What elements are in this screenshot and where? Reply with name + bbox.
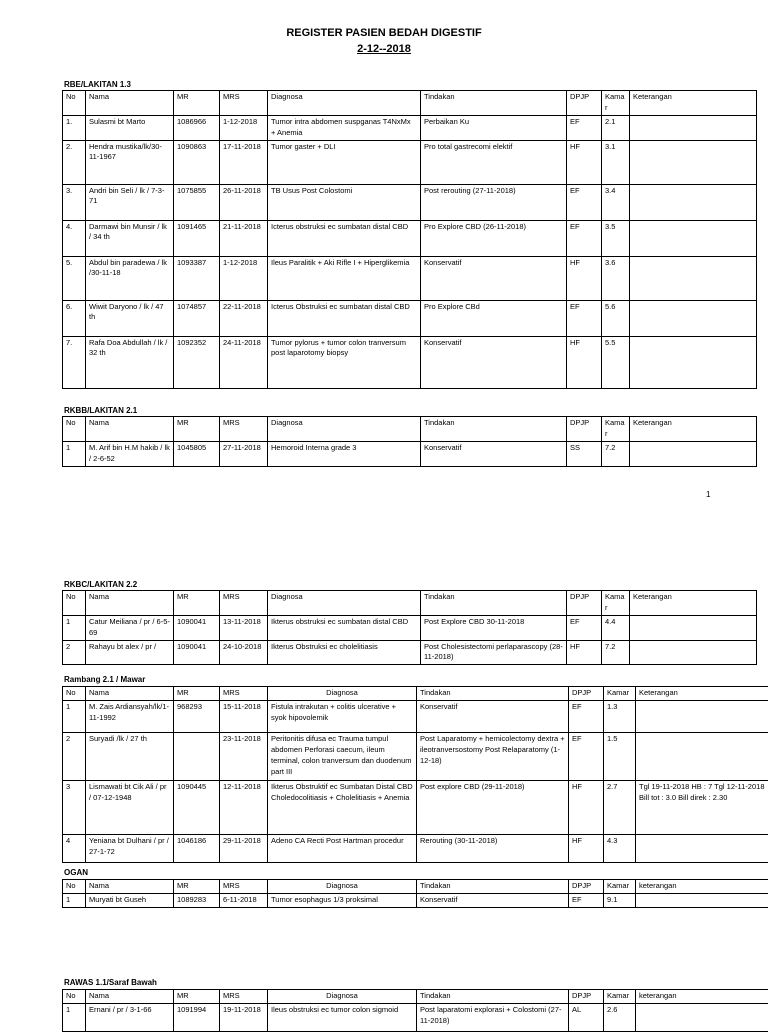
cell-diagnosa: Tumor intra abdomen suspganas T4NxMx + Anemia	[268, 115, 421, 140]
register-table	[62, 989, 768, 1032]
cell-dpjp: HF	[569, 780, 604, 834]
cell-mr: 1090863	[174, 140, 220, 184]
cell-mrs: 17-11-2018	[220, 140, 268, 184]
cell-mr: 1074857	[174, 300, 220, 336]
cell-nama: Sulasmi bt Marto	[86, 115, 174, 140]
cell-mr: 1093387	[174, 256, 220, 300]
cell-mr: 1091465	[174, 220, 220, 256]
header-diagnosa: Diagnosa	[268, 417, 421, 442]
cell-mrs: 24-10-2018	[220, 640, 268, 665]
table-row	[63, 336, 757, 388]
cell-kamar: 2.1	[602, 115, 630, 140]
cell-mr: 1086966	[174, 115, 220, 140]
header-dpjp: DPJP	[567, 591, 602, 616]
header-mr: MR	[174, 591, 220, 616]
section-label: RKBC/LAKITAN 2.2	[64, 580, 137, 589]
cell-diagnosa: Hemoroid Interna grade 3	[268, 441, 421, 466]
cell-nama: Abdul bin paradewa / lk /30-11-18	[86, 256, 174, 300]
cell-tindakan: Post Cholesistectomi perlaparascopy (28-11-2018)	[421, 640, 567, 665]
table-header-row	[63, 591, 757, 616]
header-mr: MR	[174, 687, 220, 701]
cell-nama: M. Arif bin H.M hakib / lk / 2-6-52	[86, 441, 174, 466]
cell-keterangan	[636, 700, 768, 732]
cell-kamar: 3.4	[602, 184, 630, 220]
cell-no: 7.	[63, 336, 86, 388]
cell-no: 1	[63, 893, 86, 907]
section-label: RBE/LAKITAN 1.3	[64, 80, 131, 89]
header-mr: MR	[174, 990, 220, 1004]
cell-dpjp: HF	[569, 834, 604, 862]
header-tindakan: Tindakan	[421, 91, 567, 116]
cell-mr	[174, 732, 220, 780]
cell-mrs: 12-11-2018	[220, 780, 268, 834]
header-mrs: MRS	[220, 880, 268, 894]
cell-mrs: 22-11-2018	[220, 300, 268, 336]
register-table	[62, 879, 768, 908]
cell-kamar: 9.1	[604, 893, 636, 907]
cell-tindakan: Konservatif	[421, 336, 567, 388]
cell-kamar: 4.4	[602, 615, 630, 640]
register-table	[62, 90, 757, 389]
header-dpjp: DPJP	[567, 91, 602, 116]
register-table	[62, 416, 757, 467]
header-keterangan: Keterangan	[630, 91, 757, 116]
table-header-row	[63, 990, 768, 1004]
cell-nama: Rafa Doa Abdullah / lk / 32 th	[86, 336, 174, 388]
cell-mrs: 13-11-2018	[220, 615, 268, 640]
cell-tindakan: Pro total gastrecomi elektif	[421, 140, 567, 184]
cell-dpjp: EF	[569, 732, 604, 780]
page-number: 1	[706, 490, 710, 499]
cell-diagnosa: Fistula intrakutan + colitis ulcerative + syok hipovolemik	[268, 700, 417, 732]
header-keterangan: keterangan	[636, 990, 768, 1004]
register-table	[62, 590, 757, 665]
cell-mr: 1090041	[174, 615, 220, 640]
cell-mrs: 24-11-2018	[220, 336, 268, 388]
table-row	[63, 834, 768, 862]
cell-tindakan: Post rerouting (27-11-2018)	[421, 184, 567, 220]
document-date: 2-12--2018	[0, 43, 768, 55]
cell-no: 5.	[63, 256, 86, 300]
header-nama: Nama	[86, 880, 174, 894]
header-diagnosa: Diagnosa	[268, 91, 421, 116]
header-mrs: MRS	[220, 91, 268, 116]
cell-tindakan: Post laparatomi explorasi + Colostomi (27-11-2018)	[417, 1003, 569, 1031]
header-no: No	[63, 591, 86, 616]
cell-keterangan	[630, 140, 757, 184]
cell-no: 1.	[63, 115, 86, 140]
cell-no: 3	[63, 780, 86, 834]
cell-dpjp: EF	[567, 300, 602, 336]
cell-mrs: 29-11-2018	[220, 834, 268, 862]
cell-no: 2	[63, 640, 86, 665]
cell-dpjp: EF	[569, 893, 604, 907]
cell-mr: 1046186	[174, 834, 220, 862]
cell-mr: 968293	[174, 700, 220, 732]
table-row	[63, 140, 757, 184]
cell-diagnosa: Ileus obstruksi ec tumor colon sigmoid	[268, 1003, 417, 1031]
cell-nama: Catur Meiliana / pr / 6-5-69	[86, 615, 174, 640]
table-row	[63, 1003, 768, 1031]
header-dpjp: DPJP	[567, 417, 602, 442]
header-mrs: MRS	[220, 417, 268, 442]
cell-tindakan: Post Explore CBD 30-11-2018	[421, 615, 567, 640]
cell-keterangan	[636, 834, 768, 862]
table-row	[63, 780, 768, 834]
document-title: REGISTER PASIEN BEDAH DIGESTIF	[0, 27, 768, 39]
header-tindakan: Tindakan	[417, 990, 569, 1004]
header-tindakan: Tindakan	[421, 591, 567, 616]
header-nama: Nama	[86, 990, 174, 1004]
table-row	[63, 300, 757, 336]
register-table	[62, 686, 768, 863]
cell-no: 3.	[63, 184, 86, 220]
header-keterangan: Keterangan	[630, 591, 757, 616]
cell-nama: Yeniana bt Dulhani / pr / 27-1-72	[86, 834, 174, 862]
cell-dpjp: EF	[567, 615, 602, 640]
header-keterangan: Keterangan	[630, 417, 757, 442]
cell-kamar: 3.5	[602, 220, 630, 256]
cell-diagnosa: Ikterus obstruksi ec sumbatan distal CBD	[268, 615, 421, 640]
header-kamar: Kamar	[604, 880, 636, 894]
cell-keterangan	[630, 300, 757, 336]
cell-keterangan	[630, 615, 757, 640]
cell-nama: Ernani / pr / 3-1-66	[86, 1003, 174, 1031]
cell-kamar: 7.2	[602, 441, 630, 466]
cell-mrs: 23-11-2018	[220, 732, 268, 780]
cell-no: 2.	[63, 140, 86, 184]
cell-no: 4	[63, 834, 86, 862]
cell-kamar: 1.3	[604, 700, 636, 732]
table-row	[63, 640, 757, 665]
cell-kamar: 7.2	[602, 640, 630, 665]
header-dpjp: DPJP	[569, 990, 604, 1004]
cell-kamar: 2.6	[604, 1003, 636, 1031]
table-row	[63, 220, 757, 256]
cell-mr: 1090041	[174, 640, 220, 665]
cell-tindakan: Konservatif	[417, 893, 569, 907]
header-kamar: Kamar	[604, 990, 636, 1004]
cell-dpjp: HF	[567, 336, 602, 388]
header-no: No	[63, 417, 86, 442]
cell-diagnosa: Ikterus Obstruksi ec cholelitiasis	[268, 640, 421, 665]
cell-mrs: 1-12-2018	[220, 256, 268, 300]
cell-nama: Muryati bt Guseh	[86, 893, 174, 907]
header-kamar: Kamar	[602, 417, 630, 442]
cell-no: 2	[63, 732, 86, 780]
header-dpjp: DPJP	[569, 880, 604, 894]
header-kamar: Kamar	[602, 591, 630, 616]
cell-nama: M. Zais Ardiansyah/lk/1-11-1992	[86, 700, 174, 732]
cell-tindakan: Pro Explore CBd	[421, 300, 567, 336]
cell-diagnosa: Tumor esophagus 1/3 proksimal	[268, 893, 417, 907]
cell-no: 1	[63, 615, 86, 640]
header-diagnosa: Diagnosa	[268, 687, 417, 701]
cell-nama: Wiwit Daryono / lk / 47 th	[86, 300, 174, 336]
section-label: RKBB/LAKITAN 2.1	[64, 406, 137, 415]
cell-diagnosa: Icterus Obstruksi ec sumbatan distal CBD	[268, 300, 421, 336]
cell-dpjp: EF	[567, 184, 602, 220]
cell-nama: Darmawi bin Munsir / lk / 34 th	[86, 220, 174, 256]
cell-diagnosa: Adeno CA Recti Post Hartman procedur	[268, 834, 417, 862]
header-nama: Nama	[86, 417, 174, 442]
table-row	[63, 115, 757, 140]
header-no: No	[63, 990, 86, 1004]
table-header-row	[63, 417, 757, 442]
cell-keterangan	[636, 893, 768, 907]
table-row	[63, 184, 757, 220]
table-header-row	[63, 880, 768, 894]
cell-keterangan	[636, 732, 768, 780]
cell-mr: 1089283	[174, 893, 220, 907]
header-nama: Nama	[86, 591, 174, 616]
header-dpjp: DPJP	[569, 687, 604, 701]
header-no: No	[63, 687, 86, 701]
cell-dpjp: HF	[567, 256, 602, 300]
header-mrs: MRS	[220, 591, 268, 616]
header-diagnosa: Diagnosa	[268, 591, 421, 616]
cell-keterangan	[630, 640, 757, 665]
table-header-row	[63, 91, 757, 116]
section-label: RAWAS 1.1/Saraf Bawah	[64, 978, 157, 987]
header-nama: Nama	[86, 91, 174, 116]
cell-keterangan	[636, 1003, 768, 1031]
header-diagnosa: Diagnosa	[268, 880, 417, 894]
cell-tindakan: Perbaikan Ku	[421, 115, 567, 140]
cell-mrs: 27-11-2018	[220, 441, 268, 466]
cell-diagnosa: Tumor pylorus + tumor colon tranversum post laparotomy biopsy	[268, 336, 421, 388]
section-label: OGAN	[64, 868, 88, 877]
cell-keterangan: Tgl 19-11-2018 HB : 7 Tgl 12-11-2018 Bill tot : 3.0 Bill direk : 2.30	[636, 780, 768, 834]
cell-mr: 1090445	[174, 780, 220, 834]
header-mr: MR	[174, 880, 220, 894]
cell-keterangan	[630, 336, 757, 388]
header-mrs: MRS	[220, 990, 268, 1004]
header-mr: MR	[174, 417, 220, 442]
cell-dpjp: EF	[567, 220, 602, 256]
table-row	[63, 256, 757, 300]
cell-no: 1	[63, 1003, 86, 1031]
table-row	[63, 441, 757, 466]
header-keterangan: keterangan	[636, 880, 768, 894]
cell-no: 1	[63, 441, 86, 466]
header-diagnosa: Diagnosa	[268, 990, 417, 1004]
cell-kamar: 3.1	[602, 140, 630, 184]
cell-mrs: 26-11-2018	[220, 184, 268, 220]
cell-mrs: 15-11-2018	[220, 700, 268, 732]
table-row	[63, 700, 768, 732]
table-row	[63, 615, 757, 640]
cell-tindakan: Post explore CBD (29-11-2018)	[417, 780, 569, 834]
header-tindakan: Tindakan	[417, 880, 569, 894]
cell-dpjp: SS	[567, 441, 602, 466]
cell-mrs: 19-11-2018	[220, 1003, 268, 1031]
cell-dpjp: EF	[569, 700, 604, 732]
cell-diagnosa: Tumor gaster + DLI	[268, 140, 421, 184]
cell-kamar: 5.5	[602, 336, 630, 388]
cell-kamar: 2.7	[604, 780, 636, 834]
header-tindakan: Tindakan	[421, 417, 567, 442]
header-no: No	[63, 91, 86, 116]
header-mr: MR	[174, 91, 220, 116]
cell-diagnosa: Peritonitis difusa ec Trauma tumpul abdomen Perforasi caecum, ileum terminal, colon tranversum dan duodenum part III	[268, 732, 417, 780]
header-no: No	[63, 880, 86, 894]
cell-tindakan: Rerouting (30-11-2018)	[417, 834, 569, 862]
cell-keterangan	[630, 115, 757, 140]
cell-mrs: 1-12-2018	[220, 115, 268, 140]
cell-dpjp: EF	[567, 115, 602, 140]
cell-tindakan: Konservatif	[421, 441, 567, 466]
cell-keterangan	[630, 256, 757, 300]
cell-mr: 1092352	[174, 336, 220, 388]
cell-mrs: 21-11-2018	[220, 220, 268, 256]
cell-nama: Rahayu bt alex / pr /	[86, 640, 174, 665]
cell-mrs: 6-11-2018	[220, 893, 268, 907]
header-kamar: Kamar	[604, 687, 636, 701]
table-header-row	[63, 687, 768, 701]
cell-nama: Andri bin Seli / lk / 7-3-71	[86, 184, 174, 220]
cell-mr: 1045805	[174, 441, 220, 466]
header-mrs: MRS	[220, 687, 268, 701]
cell-dpjp: HF	[567, 140, 602, 184]
cell-kamar: 4.3	[604, 834, 636, 862]
cell-dpjp: AL	[569, 1003, 604, 1031]
cell-keterangan	[630, 441, 757, 466]
cell-kamar: 5.6	[602, 300, 630, 336]
section-label: Rambang 2.1 / Mawar	[64, 675, 145, 684]
cell-nama: Hendra mustika/lk/30-11-1967	[86, 140, 174, 184]
cell-mr: 1091994	[174, 1003, 220, 1031]
cell-kamar: 1.5	[604, 732, 636, 780]
cell-no: 4.	[63, 220, 86, 256]
header-keterangan: Keterangan	[636, 687, 768, 701]
cell-diagnosa: Ileus Paralitik + Aki Rifle I + Hiperglikemia	[268, 256, 421, 300]
cell-nama: Lismawati bt Cik Ali / pr / 07-12-1948	[86, 780, 174, 834]
cell-dpjp: HF	[567, 640, 602, 665]
cell-no: 6.	[63, 300, 86, 336]
cell-tindakan: Pro Explore CBD (26-11-2018)	[421, 220, 567, 256]
table-row	[63, 732, 768, 780]
cell-keterangan	[630, 220, 757, 256]
cell-kamar: 3.6	[602, 256, 630, 300]
header-kamar: Kamar	[602, 91, 630, 116]
cell-diagnosa: Icterus obstruksi ec sumbatan distal CBD	[268, 220, 421, 256]
cell-tindakan: Konservatif	[421, 256, 567, 300]
cell-nama: Suryadi /lk / 27 th	[86, 732, 174, 780]
cell-mr: 1075855	[174, 184, 220, 220]
cell-diagnosa: TB Usus Post Colostomi	[268, 184, 421, 220]
cell-tindakan: Post Laparatomy + hemicolectomy dextra + ileotranversostomy Post Relaparatomy (1-12-18)	[417, 732, 569, 780]
header-tindakan: Tindakan	[417, 687, 569, 701]
cell-tindakan: Konservatif	[417, 700, 569, 732]
header-nama: Nama	[86, 687, 174, 701]
cell-diagnosa: Ikterus Obstruktif ec Sumbatan Distal CBD Choledocolitiasis + Cholelitiasis + Anemia	[268, 780, 417, 834]
cell-no: 1	[63, 700, 86, 732]
cell-keterangan	[630, 184, 757, 220]
table-row	[63, 893, 768, 907]
